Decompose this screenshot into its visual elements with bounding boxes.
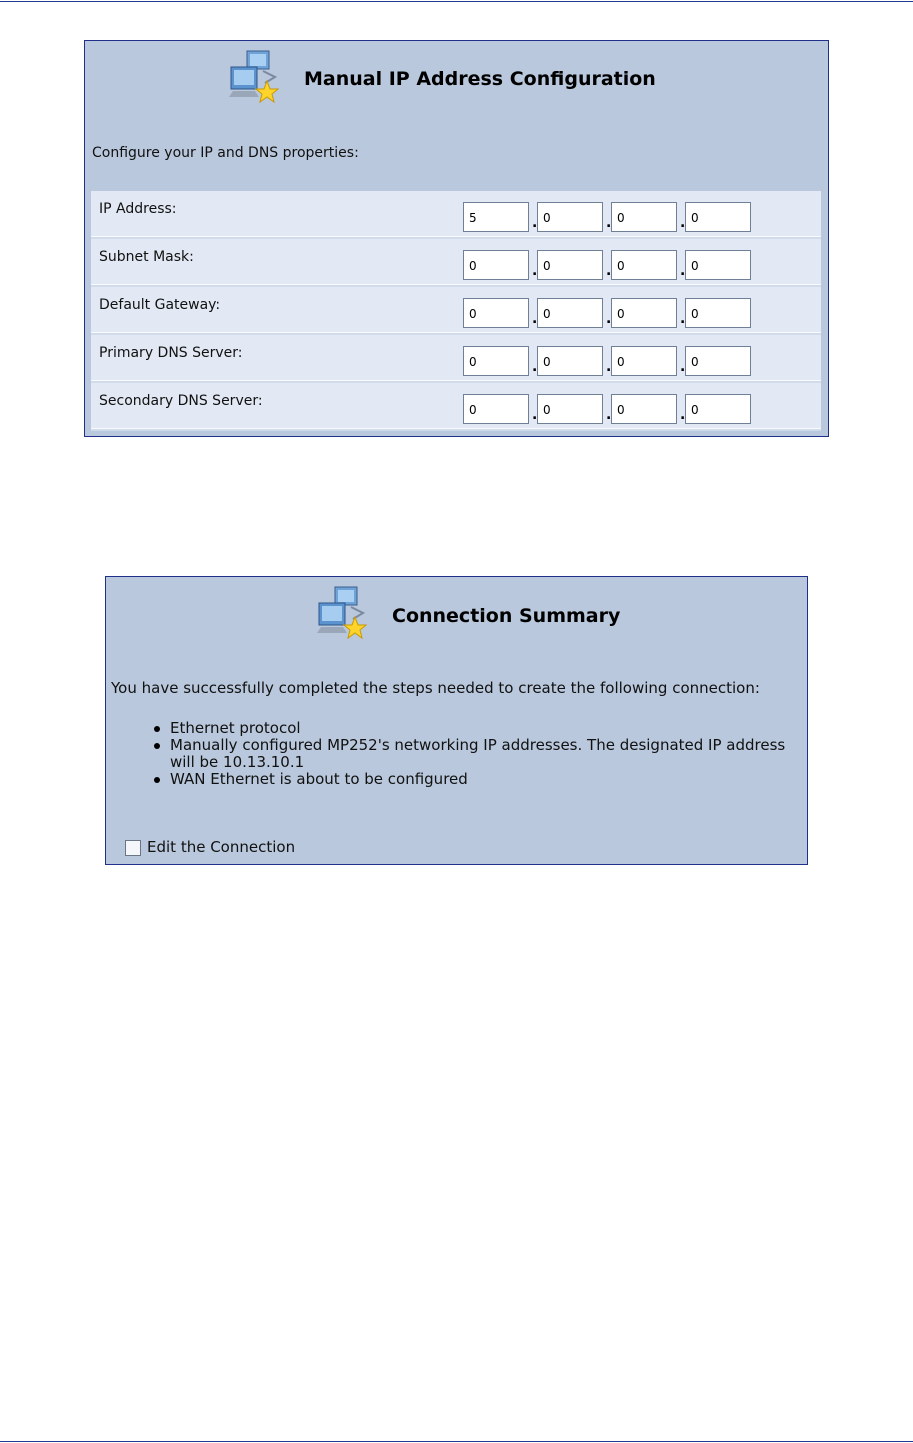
octet-separator: . — [532, 263, 538, 279]
panel-title: Connection Summary — [392, 605, 621, 627]
octet-separator: . — [532, 215, 538, 231]
octet-separator: . — [680, 407, 686, 423]
connection-summary-panel — [105, 576, 808, 865]
octet-separator: . — [680, 215, 686, 231]
octet-separator: . — [532, 311, 538, 327]
summary-intro: You have successfully completed the steps needed to create the following connection: — [111, 679, 760, 697]
network-wizard-icon — [225, 47, 285, 107]
subnet-mask-row — [91, 239, 821, 285]
octet-input-1[interactable]: 0 — [463, 298, 529, 328]
panel-title: Manual IP Address Configuration — [304, 68, 656, 90]
list-item: Manually configured MP252's networking IP addresses. The designated IP address will be 10.13.10.1 — [148, 737, 798, 771]
secondary-dns-row — [91, 383, 821, 429]
octet-input-1[interactable]: 5 — [463, 202, 529, 232]
primary-dns-row — [91, 335, 821, 381]
octet-input-1[interactable]: 0 — [463, 346, 529, 376]
list-item: Ethernet protocol — [148, 720, 798, 737]
network-wizard-icon — [313, 583, 373, 643]
octet-input-1[interactable]: 0 — [463, 250, 529, 280]
octet-separator: . — [680, 311, 686, 327]
octet-separator: . — [606, 359, 612, 375]
octet-separator: . — [680, 359, 686, 375]
ip-fields-table — [91, 191, 821, 431]
summary-list — [148, 720, 798, 788]
ip-address-row — [91, 191, 821, 237]
octet-input-3[interactable]: 0 — [611, 202, 677, 232]
octet-input-2[interactable]: 0 — [537, 346, 603, 376]
edit-connection-checkbox[interactable] — [125, 840, 141, 856]
octet-input-3[interactable]: 0 — [611, 298, 677, 328]
list-item: WAN Ethernet is about to be configured — [148, 771, 798, 788]
field-label: Subnet Mask: — [99, 249, 194, 265]
top-rule — [0, 1, 913, 2]
octet-input-2[interactable]: 0 — [537, 202, 603, 232]
default-gateway-row — [91, 287, 821, 333]
octet-input-4[interactable]: 0 — [685, 346, 751, 376]
octet-separator: . — [532, 359, 538, 375]
field-label: Secondary DNS Server: — [99, 393, 263, 409]
octet-input-2[interactable]: 0 — [537, 250, 603, 280]
octet-input-3[interactable]: 0 — [611, 394, 677, 424]
bottom-rule — [0, 1441, 913, 1442]
intro-text: Configure your IP and DNS properties: — [92, 145, 359, 161]
octet-separator: . — [606, 263, 612, 279]
field-label: Default Gateway: — [99, 297, 221, 313]
octet-input-4[interactable]: 0 — [685, 202, 751, 232]
manual-ip-panel — [84, 40, 829, 437]
octet-input-4[interactable]: 0 — [685, 250, 751, 280]
field-label: IP Address: — [99, 201, 177, 217]
octet-input-2[interactable]: 0 — [537, 394, 603, 424]
octet-input-3[interactable]: 0 — [611, 250, 677, 280]
octet-separator: . — [680, 263, 686, 279]
octet-input-4[interactable]: 0 — [685, 298, 751, 328]
octet-separator: . — [606, 407, 612, 423]
octet-input-4[interactable]: 0 — [685, 394, 751, 424]
edit-connection-label[interactable]: Edit the Connection — [147, 838, 296, 856]
octet-separator: . — [606, 311, 612, 327]
octet-input-1[interactable]: 0 — [463, 394, 529, 424]
octet-input-2[interactable]: 0 — [537, 298, 603, 328]
field-label: Primary DNS Server: — [99, 345, 243, 361]
octet-separator: . — [532, 407, 538, 423]
octet-input-3[interactable]: 0 — [611, 346, 677, 376]
octet-separator: . — [606, 215, 612, 231]
